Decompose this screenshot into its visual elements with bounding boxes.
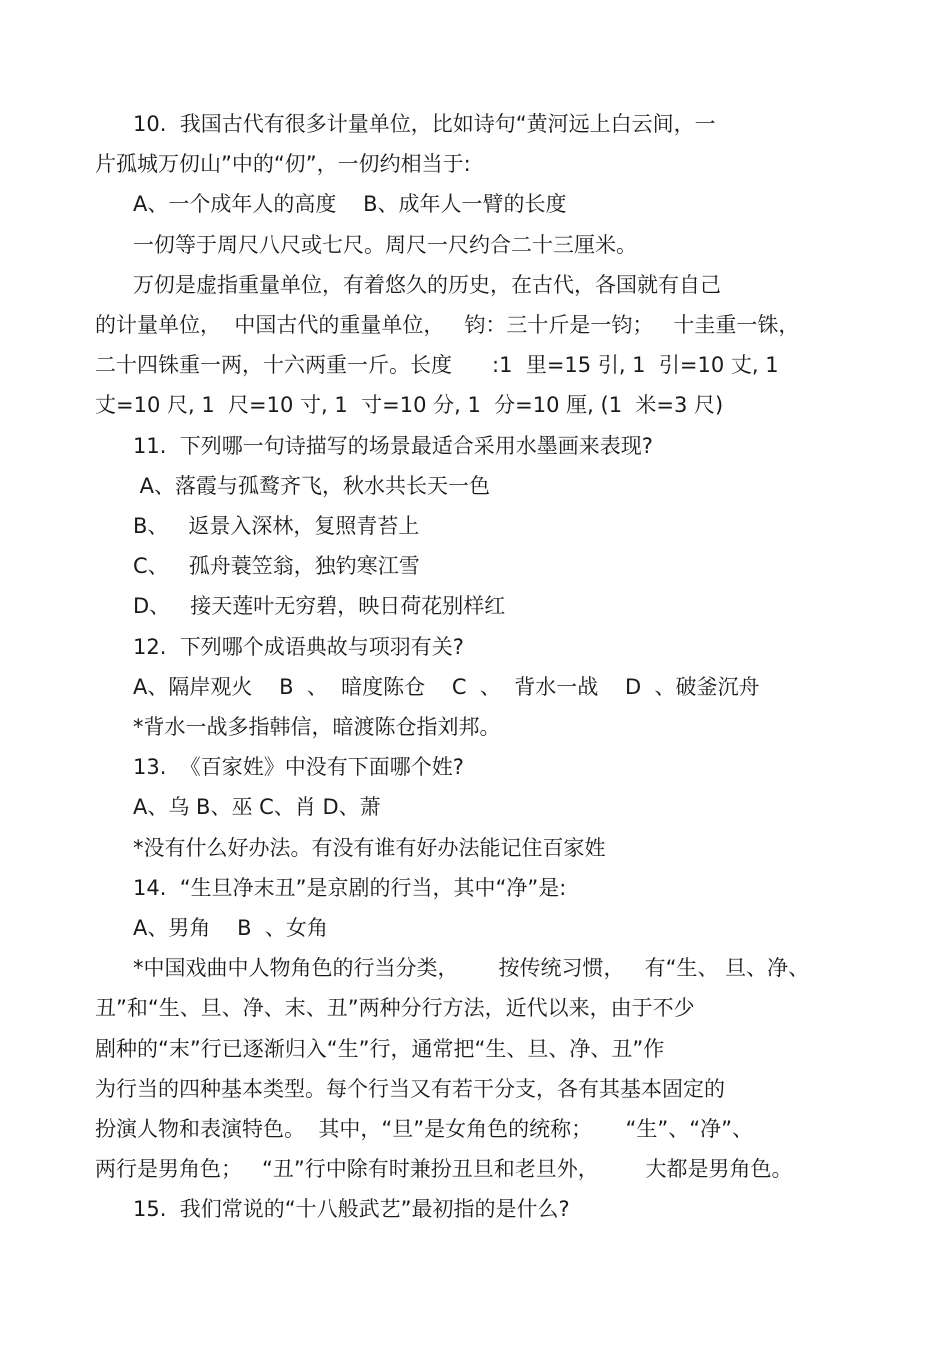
text-line: 14. “生旦净末丑”是京剧的行当，其中“净”是: (133, 876, 567, 900)
text-line: 13. 《百家姓》中没有下面哪个姓? (133, 755, 464, 779)
text-line: 二十四铢重一两，十六两重一斤。长度 :1 里=15 引, 1 引=10 丈, 1 (95, 353, 779, 377)
text-line: 的计量单位， 中国古代的重量单位， 钧：三十斤是一钧； 十圭重一铢， (95, 313, 800, 337)
text-line: *背水一战多指韩信，暗渡陈仓指刘邦。 (133, 715, 501, 739)
text-line: A、乌 B、巫 C、肖 D、萧 (133, 795, 381, 819)
text-line: A、落霞与孤鹜齐飞，秋水共长天一色 (133, 474, 491, 498)
text-line: 两行是男角色； “丑”行中除有时兼扮丑旦和老旦外， 大都是男角色。 (95, 1157, 793, 1181)
text-line: 丑”和“生、旦、净、末、丑”两种分行方法，近代以来，由于不少 (95, 996, 695, 1020)
text-line: 万仞是虚指重量单位，有着悠久的历史，在古代，各国就有自己 (133, 273, 721, 297)
text-line: A、隔岸观火 B 、 暗度陈仓 C 、 背水一战 D 、破釜沉舟 (133, 675, 760, 699)
text-line: 10. 我国古代有很多计量单位，比如诗句“黄河远上白云间，一 (133, 112, 716, 136)
text-line: D、 接天莲叶无穷碧，映日荷花别样红 (133, 594, 506, 618)
text-line: 12. 下列哪个成语典故与项羽有关? (133, 635, 464, 659)
text-line: 片孤城万仞山”中的“仞”，一仞约相当于: (95, 152, 471, 176)
text-line: 丈=10 尺, 1 尺=10 寸, 1 寸=10 分, 1 分=10 厘, (1 米=3 尺) (95, 393, 724, 417)
text-line: *中国戏曲中人物角色的行当分类， 按传统习惯， 有“生、 旦、净、 (133, 956, 810, 980)
text-line: 11. 下列哪一句诗描写的场景最适合采用水墨画来表现? (133, 434, 653, 458)
text-line: 剧种的“末”行已逐渐归入“生”行，通常把“生、旦、净、丑”作 (95, 1037, 665, 1061)
text-line: 为行当的四种基本类型。每个行当又有若干分支，各有其基本固定的 (95, 1077, 725, 1101)
text-line: 一仞等于周尺八尺或七尺。周尺一尺约合二十三厘米。 (133, 233, 637, 257)
text-line: B、 返景入深林，复照青苔上 (133, 514, 420, 538)
text-line: 扮演人物和表演特色。 其中，“旦”是女角色的统称； “生”、“净”、 (95, 1117, 754, 1141)
text-line: A、一个成年人的高度 B、成年人一臂的长度 (133, 192, 567, 216)
text-line: 15. 我们常说的“十八般武艺”最初指的是什么? (133, 1197, 570, 1221)
text-line: A、男角 B 、女角 (133, 916, 328, 940)
text-line: *没有什么好办法。有没有谁有好办法能记住百家姓 (133, 836, 606, 860)
text-line: C、 孤舟蓑笠翁，独钓寒江雪 (133, 554, 420, 578)
